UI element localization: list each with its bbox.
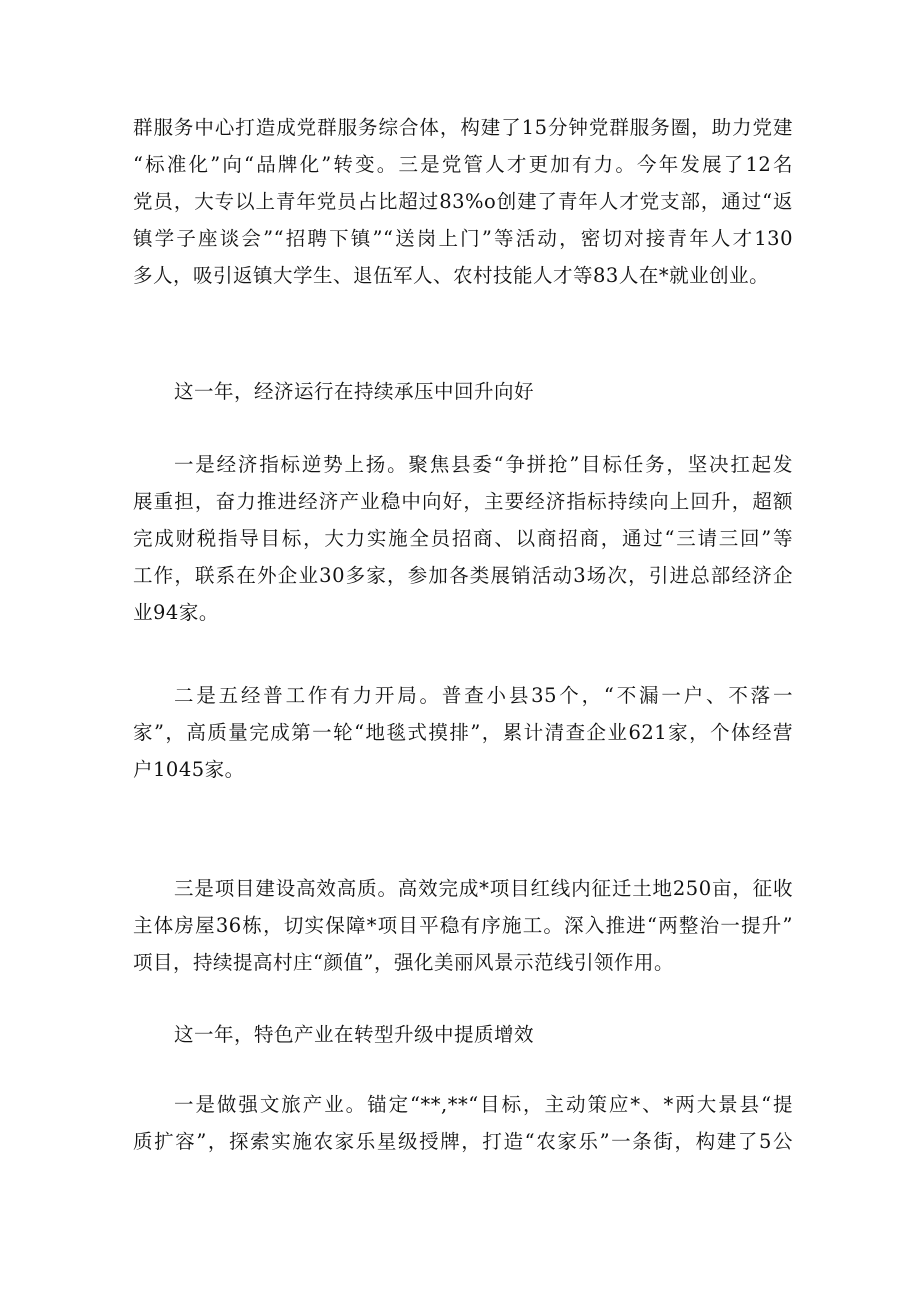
text-line: “标准化”向“品牌化”转变。三是党管人才更加有力。今年发展了12名 — [133, 153, 793, 176]
text-line: 群服务中心打造成党群服务综合体，构建了15分钟党群服务圈，助力党建 — [133, 116, 793, 139]
text-line: 多人，吸引返镇大学生、退伍军人、农村技能人才等83人在*就业创业。 — [133, 264, 770, 287]
text-line: 党员，大专以上青年党员占比超过83%o创建了青年人才党支部，通过“返 — [133, 190, 793, 213]
text-line: 一是做强文旅产业。锚定“**,**“目标，主动策应*、*两大景县“提 — [174, 1093, 793, 1116]
paragraph-economic-census — [133, 677, 793, 788]
paragraph-cultural-tourism — [133, 1086, 793, 1160]
text-line: 展重担，奋力推进经济产业稳中向好，主要经济指标持续向上回升，超额 — [133, 490, 793, 513]
text-line: 完成财税指导目标，大力实施全员招商、以商招商，通过“三请三回”等 — [133, 527, 793, 550]
text-line: 工作，联系在外企业30多家，参加各类展销活动3场次，引进总部经济企 — [133, 564, 793, 587]
paragraph-economic-indicators — [133, 446, 793, 631]
paragraph-project-construction — [133, 870, 793, 981]
text-line: 家”，高质量完成第一轮“地毯式摸排”，累计清查企业621家，个体经营 — [133, 721, 793, 744]
paragraph-party-talent — [133, 109, 793, 294]
text-line: 一是经济指标逆势上扬。聚焦县委“争拼抢”目标任务，坚决扛起发 — [174, 453, 793, 476]
text-line: 镇学子座谈会”“招聘下镇”“送岗上门”等活动，密切对接青年人才130 — [133, 227, 793, 250]
text-line: 业94家。 — [133, 601, 219, 624]
text-line: 三是项目建设高效高质。高效完成*项目红线内征迁土地250亩，征收 — [174, 877, 793, 900]
text-line: 户1045家。 — [133, 758, 245, 781]
section-heading-economy: 这一年，经济运行在持续承压中回升向好 — [174, 380, 535, 403]
text-line: 质扩容”，探索实施农家乐星级授牌，打造“农家乐”一条街，构建了5公 — [133, 1130, 793, 1153]
text-line: 项目，持续提高村庄“颜值”，强化美丽风景示范线引领作用。 — [133, 951, 674, 974]
text-line: 主体房屋36栋，切实保障*项目平稳有序施工。深入推进“两整治一提升” — [133, 914, 793, 937]
text-line: 二是五经普工作有力开局。普查小县35个，“不漏一户、不落一 — [174, 684, 793, 707]
section-heading-industry: 这一年，特色产业在转型升级中提质增效 — [174, 1023, 535, 1046]
